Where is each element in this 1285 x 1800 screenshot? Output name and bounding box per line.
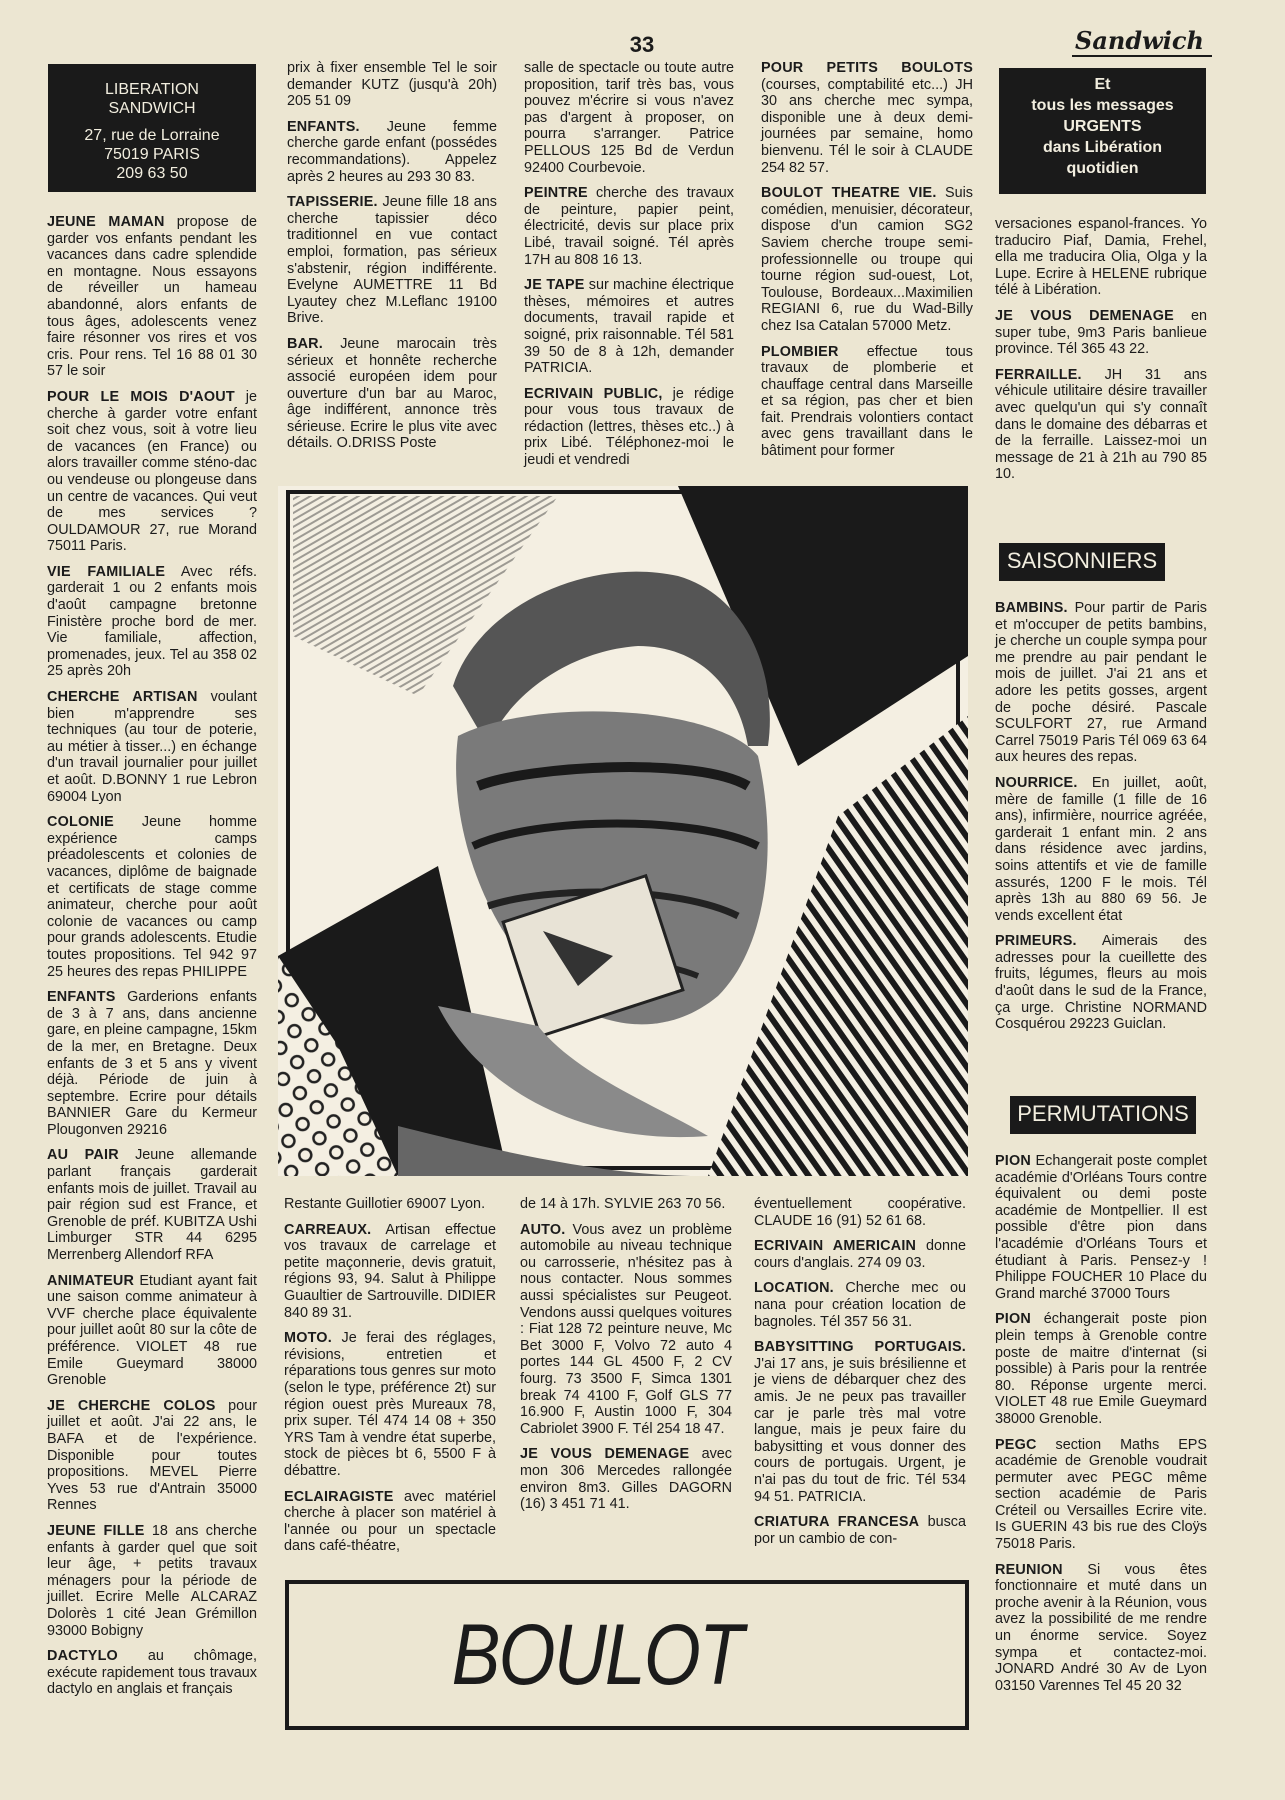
ad-heading: VIE FAMILIALE	[47, 563, 166, 580]
ad-heading: COLONIE	[47, 814, 114, 831]
ad-heading: PRIMEURS.	[995, 933, 1077, 950]
contact-city: 75019 PARIS	[104, 146, 200, 163]
ad-body: je rédige pour vous tous travaux de rédaction (lettres, thèses etc..) à prix Libé. Téléphonez-moi le jeudi et vendredi	[524, 385, 734, 469]
ad-body: Echangerait poste complet académie d'Orléans Tours contre équivalent ou demi poste académie de Montpellier. Il est possible d'être pion dans l'académie d'Orléans Tours et étudiant à Paris. Pensez-y ! Philippe FOUCHER 10 Place du Grand marché 37000 Tours	[995, 1153, 1207, 1302]
classified-ad	[995, 308, 1207, 358]
ad-body: Etudiant ayant fait une saison comme animateur à VVF cherche place équivalente pour juillet août 80 sur la côte de préférence. VIOLET 48 rue Emile Gueymard 38000 Grenoble	[47, 1272, 257, 1389]
section-heading-saisonniers: SAISONNIERS	[999, 543, 1165, 581]
classified-ad	[761, 344, 973, 460]
ads-column-3-top	[524, 60, 734, 480]
section-heading-permutations: PERMUTATIONS	[1010, 1096, 1196, 1134]
ad-heading: AU PAIR	[47, 1147, 119, 1164]
contact-line: LIBERATION	[105, 81, 199, 98]
classified-ad	[47, 1147, 257, 1263]
classified-ad	[754, 1339, 966, 1505]
ad-heading: ECLAIRAGISTE	[284, 1488, 394, 1505]
classified-ad	[754, 1238, 966, 1271]
ad-heading: BOULOT THEATRE VIE.	[761, 185, 937, 202]
ads-column-1	[47, 214, 257, 1734]
ad-heading: JEUNE FILLE	[47, 1522, 145, 1539]
classified-ad	[995, 775, 1207, 924]
ad-body: éventuellement coopérative. CLAUDE 16 (91) 52 61 68.	[754, 1196, 966, 1229]
ad-body: En juillet, août, mère de famille (1 fille de 16 ans), infirmière, nourrice agréée, garderait 1 enfant min. 2 ans dans résidence avec jardins, soins attentifs et vie de famille assurés, 1200 F le mois. Tél après 13h au 880 69 56. Je vends excellent état	[995, 774, 1207, 924]
classified-ad	[287, 119, 497, 185]
classified-ad	[995, 933, 1207, 1033]
ad-body: Jeune marocain très sérieux et honnête recherche associé européen idem pour ouverture d'un bar au Maroc, âge indifférent, annonce très sérieuse. Ecrire le plus vite avec détails. O.DRISS Poste	[287, 335, 497, 452]
ad-body: Jeune fille 18 ans cherche tapissier déco traditionnel en vue contact emploi, formation, pas sérieux s'abstenir, région indifférente. Evelyne AUMETTRE 11 Bd Lyautey chez M.Leflanc 19100 Brive.	[287, 194, 497, 327]
ad-body: Artisan effectue vos travaux de carrelage et petite maçonnerie, devis gratuit, régions 93, 94. Salut à Philippe Guaultier de Sartrouville. DIDIER 840 89 31.	[284, 1221, 496, 1321]
ad-body: salle de spectacle ou toute autre proposition, tarif très bas, vous pouvez m'écrire si vous n'avez pas d'argent à proposer, on pourra s'arranger. Patrice PELLOUS 125 Bd de Verdun 92400 Courbevoie.	[524, 60, 734, 176]
classified-ad	[47, 214, 257, 380]
ad-heading: PLOMBIER	[761, 343, 839, 360]
section-brand: Sandwich	[1075, 26, 1204, 55]
classified-ad	[47, 389, 257, 555]
promo-line: quotidien	[1066, 160, 1139, 177]
ad-heading: CARREAUX.	[284, 1221, 372, 1238]
classified-ad	[520, 1196, 732, 1213]
classified-ad	[761, 60, 973, 176]
classified-ad	[47, 689, 257, 805]
ad-heading: JEUNE MAMAN	[47, 214, 165, 230]
ad-body: avec matériel cherche à placer son matériel à l'année ou pour un spectacle dans café-théatre,	[284, 1488, 496, 1555]
ad-heading: PEINTRE	[524, 185, 588, 202]
classified-ad	[284, 1489, 496, 1555]
ads-column-3-bottom	[520, 1196, 732, 1546]
ad-heading: ECRIVAIN AMERICAIN	[754, 1238, 917, 1255]
classified-ad	[995, 1562, 1207, 1695]
classified-ad	[524, 386, 734, 469]
ad-body: sur machine électrique thèses, mémoires et autres documents, travail rapide et soigné, prix raisonnable. Tél 581 39 50 de 8 à 12h, demander PATRICIA.	[524, 277, 735, 377]
ad-body: Jeune femme cherche garde enfant (possédes recommandations). Appelez après 2 heures au 293 30 83.	[287, 118, 497, 185]
classified-ad	[520, 1446, 732, 1512]
classified-ad	[287, 60, 497, 110]
ad-heading: CRIATURA FRANCESA	[754, 1514, 920, 1531]
ad-body: donne cours d'anglais. 274 09 03.	[754, 1238, 966, 1271]
classified-ad	[47, 1273, 257, 1389]
ad-body: cherche des travaux de peinture, papier peint, électricité, devis sur place prix Libé, travail soigné. Tél après 17H au 808 16 13.	[524, 185, 734, 268]
classified-ad	[47, 814, 257, 980]
ad-body: je cherche à garder votre enfant soit chez vous, soit à votre lieu de vacances (en France) ou alors travailler comme sténo-dac ou vendeuse ou plongeuse dans un centre de vacances. Qui veut de mes services ? OULDAMOUR 27, rue Morand 75011 Paris.	[47, 388, 257, 555]
ad-heading: TAPISSERIE.	[287, 194, 378, 211]
ad-heading: BABYSITTING PORTUGAIS.	[754, 1339, 966, 1356]
ad-body: voulant bien m'apprendre ses techniques (au tour de poterie, au métier à tisser...) en échange d'un travail journalier pour juillet et août. D.BONNY 1 rue Lebron 69004 Lyon	[47, 689, 257, 805]
ad-body: de 14 à 17h. SYLVIE 263 70 56.	[520, 1196, 726, 1212]
ad-heading: NOURRICE.	[995, 774, 1078, 791]
promo-line: Et	[1094, 76, 1111, 93]
ads-column-4-top	[761, 60, 973, 480]
boulot-banner	[285, 1580, 969, 1730]
classified-ad	[47, 564, 257, 680]
classified-ad	[754, 1514, 966, 1547]
ad-heading: JE VOUS DEMENAGE	[995, 307, 1174, 324]
ad-body: J'ai 17 ans, je suis brésilienne et je viens de débarquer chez des amis. Je ne peux pas travailler car je parle très mal votre langue, mais je peux faire du babysitting et vous donner des cours de portugais. Urgent, je n'ai pas du tout de fric. Tél 534 94 51. PATRICIA.	[754, 1355, 966, 1505]
classified-ad	[47, 1523, 257, 1639]
ad-body: Avec réfs. garderait 1 ou 2 enfants mois d'août campagne bretonne Finistère proche bord de mer. Vie familiale, affection, promenades, jeux. Tel au 358 02 25 après 20h	[47, 563, 257, 680]
classified-ad	[995, 600, 1207, 766]
ad-heading: ENFANTS	[47, 989, 116, 1006]
ad-body: versaciones espanol-frances. Yo traduciro Piaf, Damia, Frehel, ella me traducira Olia, Olga y la Lupe. Ecrire à HELENE rubrique télé à Libération.	[995, 216, 1207, 299]
ad-body: JH 31 ans véhicule utilitaire désire travailler avec quelqu'un qui s'y connaît dans le domaine des débarras et de la ferraille. Laissez-moi un message de 21 à 21h au 790 85 10.	[995, 366, 1207, 483]
classified-ad	[287, 336, 497, 452]
classified-ad	[284, 1330, 496, 1479]
ad-body: 18 ans cherche enfants à garder quel que soit leur âge, + petits travaux ménagers pour la période de juillet. Ecrire Melle ALCARAZ Dolorès 1 cité Jean Grémillon 93000 Bobigny	[47, 1522, 257, 1639]
ad-heading: MOTO.	[284, 1330, 332, 1347]
ad-body: Jeune allemande parlant français garderait enfants mois de juillet. Travail au pair région sud est France, et Grenoble de préf. KUBITZA Ushi Limburger STR 44 6295 Merrenberg Allendorf RFA	[47, 1147, 257, 1264]
classified-ad	[47, 1648, 257, 1698]
classified-ad	[520, 1222, 732, 1438]
classified-ad	[995, 1437, 1207, 1553]
ads-column-2-top	[287, 60, 497, 480]
ad-body: Vous avez un problème automobile au niveau technique ou carrosserie, n'hésitez pas à nous contacter. Nous sommes aussi spécialistes sur Peugeot. Vendons aussi quelques voitures : Fiat 128 72 peinture neuve, Mc Bet 3000 F, Volvo 72 auto 4 portes 144 GL 4500 F, 2 CV fourg. 73 3500 F, Simca 1301 break 74 4100 F, Golf GLS 77 16.900 F, Austin 1000 F, 304 Cabriolet 3900 F. Tél 254 18 47.	[520, 1221, 732, 1437]
classified-ad	[524, 60, 734, 176]
urgent-messages-box	[999, 68, 1206, 194]
ad-body: Pour partir de Paris et m'occuper de petits bambins, je cherche un couple sympa pour me prendre au pair pendant le mois de juillet. J'ai 21 ans et adore les petits gosses, argent de poche désiré. Pascale SCULFORT 27, rue Armand Carrel 75019 Paris Tél 069 63 64 aux heures des repas.	[995, 600, 1207, 766]
ad-body: Aimerais des adresses pour la cueillette des fruits, légumes, fleurs au mois d'août dans le sud de la France, ça urge. Christine NORMAND Cosquérou 29223 Guiclan.	[995, 933, 1207, 1033]
ad-heading: JE VOUS DEMENAGE	[520, 1446, 690, 1463]
ad-body: Cherche mec ou nana pour création location de bagnoles. Tél 357 56 31.	[754, 1280, 966, 1330]
ads-column-2-bottom	[284, 1196, 496, 1555]
contact-phone: 209 63 50	[116, 165, 188, 182]
classified-ad	[995, 1311, 1207, 1427]
classified-ad	[995, 367, 1207, 483]
ad-heading: CHERCHE ARTISAN	[47, 689, 198, 706]
ad-heading: FERRAILLE.	[995, 366, 1082, 383]
ad-heading: PION	[995, 1311, 1031, 1328]
ad-body: Si vous êtes fonctionnaire et muté dans un proche avenir à la Réunion, vous avez la possibilité de me rendre un énorme service. Soyez sympa et contactez-moi. JONARD André 30 Av de Lyon 03150 Varennes Tel 45 20 32	[995, 1561, 1207, 1694]
brand-underline	[1072, 55, 1212, 57]
ad-body: en super tube, 9m3 Paris banlieue province. Tél 365 43 22.	[995, 307, 1207, 358]
ad-heading: REUNION	[995, 1561, 1063, 1578]
ads-column-5-top	[995, 216, 1207, 516]
ad-body: propose de garder vos enfants pendant les vacances dans cadre splendide en montagne. Nous essayons de réveiller un hameau abandonné, alors enfants de tous âges, adolescents venez faire résonner vos rires et vos cris. Pour rens. Tel 16 88 01 30 57 le soir	[47, 214, 257, 380]
classified-ad	[47, 989, 257, 1138]
ad-body: (courses, comptabilité etc...) JH 30 ans cherche mec sympa, disponible une à deux demi-journées par semaine, homo bienvenu. Tél le soir à CLAUDE 254 82 57.	[761, 76, 973, 176]
ad-body: pour juillet et août. J'ai 22 ans, le BAFA et de l'expérience. Disponible pour toutes propositions. MEVEL Pierre Yves 53 rue d'Antrain 35000 Rennes	[47, 1397, 257, 1514]
ad-body: Jeune homme expérience camps préadolescents et colonies de vacances, diplôme de baignade et certificats de stage comme animateur, cherche pour août colonie de vacances ou camp pour grands adolescents. Etudie toutes propositions. Tel 942 97 25 heures des repas PHILIPPE	[47, 814, 257, 980]
illustration-veiled-figure	[278, 486, 968, 1176]
ads-column-4-bottom	[754, 1196, 966, 1546]
boulot-title: BOULOT	[451, 1606, 743, 1703]
classified-ad	[47, 1398, 257, 1514]
ad-heading: LOCATION.	[754, 1280, 834, 1297]
ad-body: au chômage, exécute rapidement tous travaux dactylo en anglais et français	[47, 1648, 257, 1698]
ad-heading: JE TAPE	[524, 277, 585, 294]
ad-heading: PION	[995, 1153, 1031, 1169]
classified-ad	[754, 1280, 966, 1330]
ad-heading: POUR LE MOIS D'AOUT	[47, 388, 235, 405]
ad-heading: AUTO.	[520, 1221, 566, 1238]
ads-column-saisonniers	[995, 600, 1207, 1080]
ad-body: échangerait poste pion plein temps à Grenoble contre poste de maitre d'internat (si possible) à Paris pour la rentrée 80. Réponse urgente merci. VIOLET 48 rue Emile Gueymard 38000 Grenoble.	[995, 1311, 1207, 1427]
classified-ad	[524, 277, 734, 377]
ad-heading: ENFANTS.	[287, 118, 360, 135]
ad-body: section Maths EPS académie de Grenoble voudrait permuter avec PEGC même section académie de Paris Créteil ou Versailles Ecrire vite. Is GUERIN 43 bis rue des Cloÿs 75018 Paris.	[995, 1436, 1207, 1553]
promo-line: dans Libération	[1042, 139, 1163, 156]
classified-ad	[761, 185, 973, 334]
ad-heading: BAMBINS.	[995, 600, 1068, 616]
contact-line: SANDWICH	[108, 100, 196, 117]
ad-heading: ECRIVAIN PUBLIC,	[524, 385, 663, 402]
ad-heading: POUR PETITS BOULOTS	[761, 60, 973, 76]
ad-body: Je ferai des réglages, révisions, entretien et réparations tous genres sur moto (selon le type, préférence 2t) sur région ouest près Mureaux 78, prix super. Tél 474 14 08 + 350 YRS Tam à vendre état superbe, stock de pièces bt 6, 5500 F à débattre.	[284, 1330, 496, 1479]
contact-address: 27, rue de Lorraine	[84, 127, 220, 144]
illustration-drawing	[278, 486, 968, 1176]
classified-ad	[287, 194, 497, 327]
contact-box	[48, 64, 256, 192]
classified-ad	[284, 1222, 496, 1322]
classified-ad	[995, 1153, 1207, 1302]
promo-line: URGENTS	[1063, 118, 1142, 135]
classified-ad	[284, 1196, 496, 1213]
ad-body: busca por un cambio de con-	[754, 1514, 967, 1547]
ad-body: Restante Guillotier 69007 Lyon.	[284, 1196, 486, 1212]
ad-heading: JE CHERCHE COLOS	[47, 1397, 216, 1414]
ad-body: effectue tous travaux de plomberie et chauffage central dans Marseille et sa région, pas cher et bien fait. Prendrais volontiers contact avec gens travaillant dans le bâtiment pour former	[761, 343, 973, 460]
ad-heading: PEGC	[995, 1436, 1037, 1453]
page-number: 33	[629, 32, 655, 57]
classified-ad	[524, 185, 734, 268]
ad-body: Garderions enfants de 3 à 7 ans, dans ancienne gare, en pleine campagne, 15km de la mer, en Bretagne. Deux enfants de 3 et 5 ans y vivent déjà. Période de juin à septembre. Ecrire pour détails BANNIER Gare du Kermeur Plougonven 29216	[47, 989, 257, 1138]
classified-ad	[995, 216, 1207, 299]
ad-body: avec mon 306 Mercedes rallongée environ 8m3. Gilles DAGORN (16) 3 451 71 41.	[520, 1446, 732, 1513]
ad-heading: DACTYLO	[47, 1648, 118, 1665]
ad-heading: ANIMATEUR	[47, 1272, 135, 1289]
ads-column-permutations	[995, 1153, 1207, 1783]
ad-body: prix à fixer ensemble Tel le soir demander KUTZ (jusqu'à 20h) 205 51 09	[287, 60, 497, 110]
ad-heading: BAR.	[287, 335, 323, 352]
ad-body: Suis comédien, menuisier, décorateur, dispose d'un camion SG2 Saviem cherche troupe semi-professionnelle ou troupe qui tourne région sud-ouest, Lot, Toulouse, Bordeaux...Maximilien REGIANI 6, rue du Wad-Billy chez Isa Catalan 57000 Metz.	[761, 185, 973, 334]
promo-line: tous les messages	[1031, 97, 1174, 114]
classified-ad	[754, 1196, 966, 1229]
